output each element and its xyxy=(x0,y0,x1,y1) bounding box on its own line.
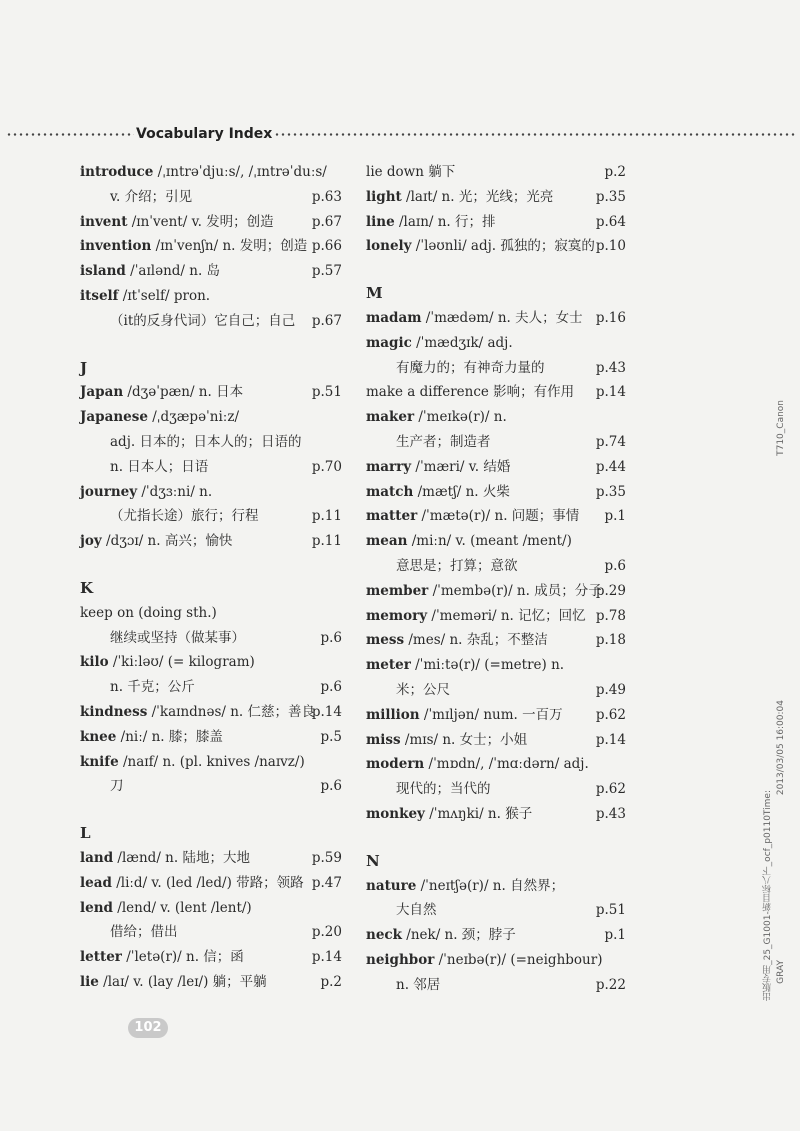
entry-definition: 刀 xyxy=(110,778,124,795)
entry-definition: keep on (doing sth.) xyxy=(80,604,217,621)
entry-definition: /ɪtˈself/ pron. xyxy=(118,287,211,304)
index-entry xyxy=(366,554,626,579)
entry-headword: line xyxy=(366,213,395,230)
header-title: Vocabulary Index xyxy=(136,126,273,142)
entry-definition: /ˌɪntrəˈdjuːs/, /ˌɪntrəˈduːs/ xyxy=(153,164,327,180)
entry-headword: land xyxy=(80,849,114,866)
index-entry xyxy=(366,356,626,381)
entry-headword: monkey xyxy=(366,805,425,822)
entry-definition: /ˈmeməri/ n. 记忆；回忆 xyxy=(427,607,586,624)
entry-definition: /dʒɔɪ/ n. 高兴；愉快 xyxy=(101,533,233,550)
entry-definition: 有魔力的；有神奇力量的 xyxy=(396,359,545,376)
entry-definition: /naɪf/ n. (pl. knives /naɪvz/) xyxy=(118,753,305,770)
entry-page-ref: p.29 xyxy=(595,582,626,599)
entry-definition: /ˈmæri/ v. 结婚 xyxy=(411,458,511,475)
entry-definition: /ˈmʌŋki/ n. 猴子 xyxy=(424,805,533,822)
entry-page-ref: p.62 xyxy=(595,781,626,798)
entry-definition: /niː/ n. 膝；膝盖 xyxy=(116,728,223,745)
index-entry xyxy=(80,405,342,430)
entry-headword: knife xyxy=(80,753,119,770)
entry-definition: /miːn/ v. (meant /ment/) xyxy=(407,533,572,550)
side-label-bottom: GRAY xyxy=(776,960,786,984)
index-entry xyxy=(80,774,342,799)
index-entry xyxy=(80,480,342,505)
entry-page-ref: p.1 xyxy=(604,508,626,525)
entry-definition: /ˈmætə(r)/ n. 问题；事情 xyxy=(417,508,580,525)
entry-definition: 意思是；打算；意欲 xyxy=(396,557,518,574)
index-entry xyxy=(80,896,342,921)
index-entry xyxy=(366,380,626,405)
entry-page-ref: p.6 xyxy=(320,679,342,696)
entry-page-ref: p.11 xyxy=(311,533,342,550)
index-entry xyxy=(366,529,626,554)
entry-headword: lead xyxy=(80,874,112,891)
left-column xyxy=(80,160,342,995)
entry-headword: lonely xyxy=(366,238,412,255)
index-entry xyxy=(366,185,626,210)
entry-headword: meter xyxy=(366,657,411,674)
index-entry xyxy=(80,846,342,871)
index-entry xyxy=(366,802,626,827)
entry-headword: lie xyxy=(80,973,99,990)
entry-page-ref: p.14 xyxy=(311,703,342,720)
index-entry xyxy=(80,601,342,626)
index-entry xyxy=(80,210,342,235)
entry-page-ref: p.74 xyxy=(595,433,626,450)
index-entry xyxy=(80,920,342,945)
index-entry xyxy=(366,306,626,331)
index-entry xyxy=(366,210,626,235)
index-entry xyxy=(366,973,626,998)
index-entry xyxy=(80,945,342,970)
index-entry xyxy=(366,480,626,505)
entry-headword: million xyxy=(366,706,420,723)
entry-page-ref: p.78 xyxy=(595,607,626,624)
entry-definition: （it的反身代词）它自己；自己 xyxy=(110,312,296,329)
entry-definition: v. 介绍；引见 xyxy=(110,188,193,205)
entry-page-ref: p.2 xyxy=(604,164,626,180)
entry-definition: /laɪt/ n. 光；光线；光亮 xyxy=(401,188,554,205)
entry-definition: /ˌdʒæpəˈniːz/ xyxy=(147,409,239,426)
entry-page-ref: p.43 xyxy=(595,805,626,822)
entry-definition: /ˈletə(r)/ n. 信；函 xyxy=(121,949,244,966)
index-entry xyxy=(366,678,626,703)
entry-definition: /ɪnˈvent/ v. 发明；创造 xyxy=(127,213,274,230)
entry-definition: 继续或坚持（做某事） xyxy=(110,629,245,646)
entry-page-ref: p.67 xyxy=(311,213,342,230)
entry-headword: kilo xyxy=(80,654,109,671)
index-entry xyxy=(80,529,342,554)
entry-definition: /laɪ/ v. (lay /leɪ/) 躺；平躺 xyxy=(98,973,267,990)
entry-definition: /lend/ v. (lent /lent/) xyxy=(112,899,252,916)
entry-definition: 借给；借出 xyxy=(110,924,178,941)
entry-page-ref: p.6 xyxy=(604,557,626,574)
entry-headword: Japan xyxy=(80,384,124,401)
entry-headword: lend xyxy=(80,899,113,916)
entry-page-ref: p.62 xyxy=(595,706,626,723)
entry-headword: miss xyxy=(366,731,401,748)
entry-definition: 现代的；当代的 xyxy=(396,781,491,798)
entry-definition: /ˈmɒdn/, /ˈmɑːdərn/ adj. xyxy=(424,756,589,773)
index-entry xyxy=(80,626,342,651)
index-entry xyxy=(80,675,342,700)
entry-headword: letter xyxy=(80,949,122,966)
entry-definition: /ˈmiːtə(r)/ (=metre) n. xyxy=(410,657,565,674)
entry-page-ref: p.5 xyxy=(320,728,342,745)
entry-definition: /dʒəˈpæn/ n. 日本 xyxy=(123,384,244,401)
entry-headword: member xyxy=(366,582,429,599)
index-entry xyxy=(366,653,626,678)
index-entry xyxy=(366,923,626,948)
index-entry xyxy=(80,430,342,455)
entry-page-ref: p.10 xyxy=(595,238,626,255)
index-entry xyxy=(80,650,342,675)
entry-page-ref: p.14 xyxy=(311,949,342,966)
index-entry xyxy=(366,703,626,728)
index-entry xyxy=(80,309,342,334)
index-entry xyxy=(366,728,626,753)
index-entry xyxy=(80,504,342,529)
entry-headword: journey xyxy=(80,483,138,500)
entry-definition: /ˈaɪlənd/ n. 岛 xyxy=(125,263,221,280)
entry-page-ref: p.14 xyxy=(595,384,626,401)
entry-page-ref: p.20 xyxy=(311,924,342,941)
entry-page-ref: p.64 xyxy=(595,213,626,230)
entry-headword: matter xyxy=(366,508,418,525)
index-entry xyxy=(80,234,342,259)
section-letter: N xyxy=(366,851,380,870)
entry-page-ref: p.43 xyxy=(595,359,626,376)
index-entry xyxy=(366,405,626,430)
entry-headword: mean xyxy=(366,533,408,550)
entry-definition: /ˈmædʒɪk/ adj. xyxy=(411,334,513,351)
index-entry xyxy=(366,628,626,653)
entry-definition: /laɪn/ n. 行；排 xyxy=(394,213,496,230)
entry-definition: make a difference 影响；有作用 xyxy=(366,384,575,401)
entry-headword: neighbor xyxy=(366,951,435,968)
entry-definition: adj. 日本的；日本人的；日语的 xyxy=(110,433,302,450)
entry-headword: introduce xyxy=(80,164,154,180)
entry-definition: /nek/ n. 颈；脖子 xyxy=(401,927,516,944)
index-entry xyxy=(80,259,342,284)
entry-definition: /ˈmædəm/ n. 夫人；女士 xyxy=(421,309,583,326)
entry-definition: /ˈneɪbə(r)/ (=neighbour) xyxy=(434,951,603,968)
index-entry xyxy=(80,284,342,309)
entry-headword: itself xyxy=(80,287,119,304)
entry-headword: invention xyxy=(80,238,152,255)
entry-page-ref: p.16 xyxy=(595,309,626,326)
entry-page-ref: p.49 xyxy=(595,681,626,698)
entry-definition: /ˈmembə(r)/ n. 成员；分子 xyxy=(428,582,602,599)
entry-page-ref: p.6 xyxy=(320,629,342,646)
entry-definition: /ɪnˈvenʃn/ n. 发明；创造 xyxy=(151,238,308,255)
index-entry xyxy=(366,455,626,480)
entry-page-ref: p.2 xyxy=(320,973,342,990)
entry-definition: /mɪs/ n. 女士；小姐 xyxy=(400,731,528,748)
index-entry xyxy=(80,160,342,185)
entry-definition: /ˈmeɪkə(r)/ n. xyxy=(414,409,507,426)
entry-headword: invent xyxy=(80,213,128,230)
entry-definition: /liːd/ v. (led /led/) 带路；领路 xyxy=(111,874,304,891)
entry-definition: /ˈləʊnli/ adj. 孤独的；寂寞的 xyxy=(411,238,595,255)
index-entry xyxy=(366,430,626,455)
entry-definition: /mes/ n. 杂乱；不整洁 xyxy=(404,632,548,649)
entry-definition: /lænd/ n. 陆地；大地 xyxy=(113,849,250,866)
right-column xyxy=(366,160,626,998)
index-entry xyxy=(366,874,626,899)
entry-page-ref: p.44 xyxy=(595,458,626,475)
page-number-badge: 102 xyxy=(128,1018,168,1038)
index-entry xyxy=(366,160,626,185)
entry-page-ref: p.11 xyxy=(311,508,342,525)
entry-page-ref: p.22 xyxy=(595,976,626,993)
entry-page-ref: p.14 xyxy=(595,731,626,748)
index-entry xyxy=(366,579,626,604)
entry-definition: /ˈneɪtʃə(r)/ n. 自然界； xyxy=(416,877,565,894)
entry-page-ref: p.35 xyxy=(595,483,626,500)
entry-definition: /ˈmɪljən/ num. 一百万 xyxy=(419,706,563,723)
entry-definition: n. 千克；公斤 xyxy=(110,679,195,696)
index-entry xyxy=(366,898,626,923)
index-entry xyxy=(366,234,626,259)
index-entry xyxy=(366,777,626,802)
index-entry xyxy=(80,380,342,405)
entry-page-ref: p.63 xyxy=(311,188,342,205)
index-entry xyxy=(80,970,342,995)
entry-headword: madam xyxy=(366,309,422,326)
header-dots-left xyxy=(6,133,134,136)
entry-definition: /mætʃ/ n. 火柴 xyxy=(413,483,510,500)
index-entry xyxy=(366,504,626,529)
entry-page-ref: p.35 xyxy=(595,188,626,205)
entry-headword: memory xyxy=(366,607,428,624)
entry-page-ref: p.57 xyxy=(311,263,342,280)
entry-definition: /ˈdʒɜːni/ n. xyxy=(137,483,213,500)
entry-page-ref: p.18 xyxy=(595,632,626,649)
section-letter: J xyxy=(80,358,88,377)
entry-page-ref: p.47 xyxy=(311,874,342,891)
entry-headword: modern xyxy=(366,756,425,773)
index-entry xyxy=(80,871,342,896)
entry-headword: maker xyxy=(366,409,415,426)
entry-definition: lie down 躺下 xyxy=(366,164,456,180)
entry-headword: marry xyxy=(366,458,412,475)
entry-definition: 米；公尺 xyxy=(396,681,450,698)
entry-headword: match xyxy=(366,483,414,500)
section-letter: M xyxy=(366,284,383,303)
index-entry xyxy=(366,948,626,973)
index-entry xyxy=(80,750,342,775)
entry-definition: n. 日本人；日语 xyxy=(110,458,209,475)
entry-definition: n. 邻居 xyxy=(396,976,441,993)
entry-page-ref: p.1 xyxy=(604,927,626,944)
side-label-bottom-text: 出版专用_25_G1001-新目标八下_ocf_p0110Time: xyxy=(763,790,773,1001)
entry-headword: island xyxy=(80,263,126,280)
index-entry xyxy=(366,331,626,356)
entry-page-ref: p.70 xyxy=(311,458,342,475)
entry-definition: （尤指长途）旅行；行程 xyxy=(110,508,259,525)
entry-headword: kindness xyxy=(80,703,148,720)
section-letter: L xyxy=(80,824,91,843)
index-entry xyxy=(366,604,626,629)
entry-headword: knee xyxy=(80,728,117,745)
entry-headword: light xyxy=(366,188,402,205)
side-label-top: T710_Canon xyxy=(776,400,786,456)
entry-definition: /ˈkaɪndnəs/ n. 仁慈；善良 xyxy=(147,703,316,720)
entry-page-ref: p.51 xyxy=(311,384,342,401)
entry-page-ref: p.67 xyxy=(311,312,342,329)
header-dots-right xyxy=(274,133,796,136)
entry-page-ref: p.51 xyxy=(595,902,626,919)
index-entry xyxy=(80,455,342,480)
entry-headword: joy xyxy=(80,533,102,550)
entry-headword: magic xyxy=(366,334,412,351)
entry-page-ref: p.66 xyxy=(311,238,342,255)
entry-headword: mess xyxy=(366,632,405,649)
section-letter: K xyxy=(80,578,94,597)
entry-headword: Japanese xyxy=(80,409,148,426)
index-entry xyxy=(80,700,342,725)
entry-page-ref: p.59 xyxy=(311,849,342,866)
side-label-middle: 2013/03/05 16:00:04 xyxy=(776,700,786,796)
entry-headword: neck xyxy=(366,927,402,944)
index-entry xyxy=(80,185,342,210)
section-header xyxy=(6,124,796,144)
index-entry xyxy=(366,752,626,777)
entry-definition: /ˈkiːləʊ/ (= kilogram) xyxy=(108,654,255,671)
index-entry xyxy=(80,725,342,750)
entry-definition: 大自然 xyxy=(396,902,437,919)
entry-page-ref: p.6 xyxy=(320,778,342,795)
entry-headword: nature xyxy=(366,877,417,894)
entry-definition: 生产者；制造者 xyxy=(396,433,491,450)
